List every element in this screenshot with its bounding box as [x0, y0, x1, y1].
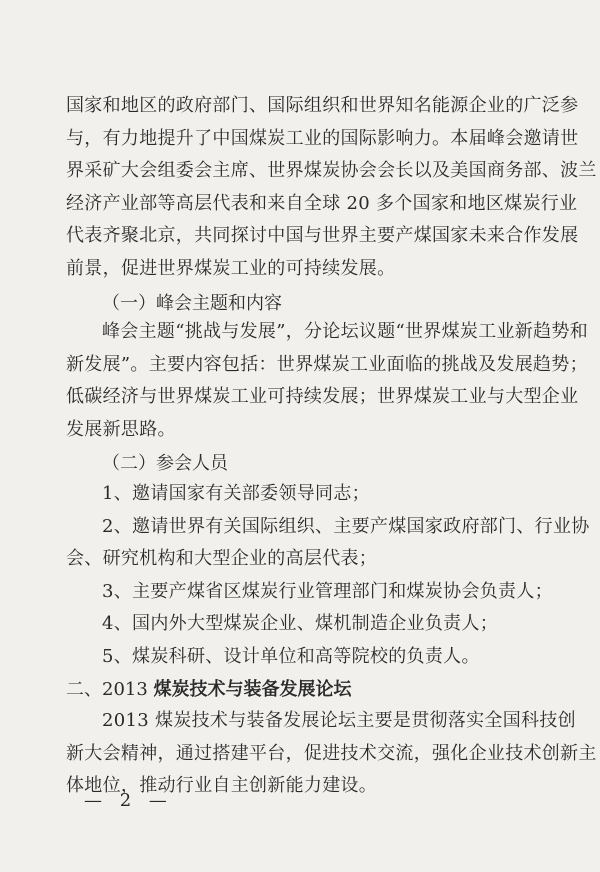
- list-item: 会、研究机构和大型企业的高层代表；: [66, 548, 378, 569]
- text-line: 前景，促进世界煤炭工业的可持续发展。: [66, 257, 396, 279]
- list-item: 3、主要产煤省区煤炭行业管理部门和煤炭协会负责人；: [102, 580, 553, 602]
- part-heading-title: 煤炭技术与装备发展论坛: [153, 679, 352, 700]
- list-item: 4、国内外大型煤炭企业、煤机制造企业负责人；: [102, 613, 499, 634]
- part-heading-prefix: 二、2013: [66, 679, 154, 700]
- text-line: 低碳经济与世界煤炭工业可持续发展；世界煤炭工业与大型企业: [66, 386, 579, 407]
- text-line: 国家和地区的政府部门、国际组织和世界知名能源企业的广泛参: [66, 95, 579, 116]
- text-line: 峰会主题“挑战与发展”，分论坛议题“世界煤炭工业新趋势和: [102, 321, 589, 342]
- list-item: 5、煤炭科研、设计单位和高等院校的负责人。: [102, 645, 480, 667]
- text-line: 代表齐聚北京，共同探讨中国与世界主要产煤国家未来合作发展: [66, 225, 579, 246]
- section-heading-theme: （一）峰会主题和内容: [102, 293, 282, 314]
- attendees-list: [66, 478, 590, 673]
- part-heading-forum: [66, 674, 352, 706]
- paragraph-summit-background: [66, 90, 597, 285]
- section-heading-attendees: （二）参会人员: [102, 453, 228, 474]
- paragraph-theme-content: [66, 316, 589, 446]
- text-line: 体地位，推动行业自主创新能力建设。: [66, 775, 378, 796]
- text-line: 界采矿大会组委会主席、世界煤炭协会会长以及美国商务部、波兰: [66, 160, 597, 181]
- text-line: 与，有力地提升了中国煤炭工业的国际影响力。本届峰会邀请世: [66, 127, 579, 149]
- paragraph-forum-intro: [66, 705, 597, 803]
- text-line: 2013 煤炭技术与装备发展论坛主要是贯彻落实全国科技创: [102, 710, 576, 731]
- list-item: 1、邀请国家有关部委领导同志；: [102, 483, 370, 504]
- text-line: 新发展”。主要内容包括：世界煤炭工业面临的挑战及发展趋势；: [66, 353, 588, 375]
- text-line: 发展新思路。: [66, 418, 176, 440]
- text-line: 新大会精神，通过搭建平台，促进技术交流，强化企业技术创新主: [66, 742, 597, 764]
- list-item: 2、邀请世界有关国际组织、主要产煤国家政府部门、行业协: [102, 515, 590, 537]
- page-number: — 2 —: [84, 790, 173, 811]
- text-line: 经济产业部等高层代表和来自全球 20 多个国家和地区煤炭行业: [66, 192, 578, 214]
